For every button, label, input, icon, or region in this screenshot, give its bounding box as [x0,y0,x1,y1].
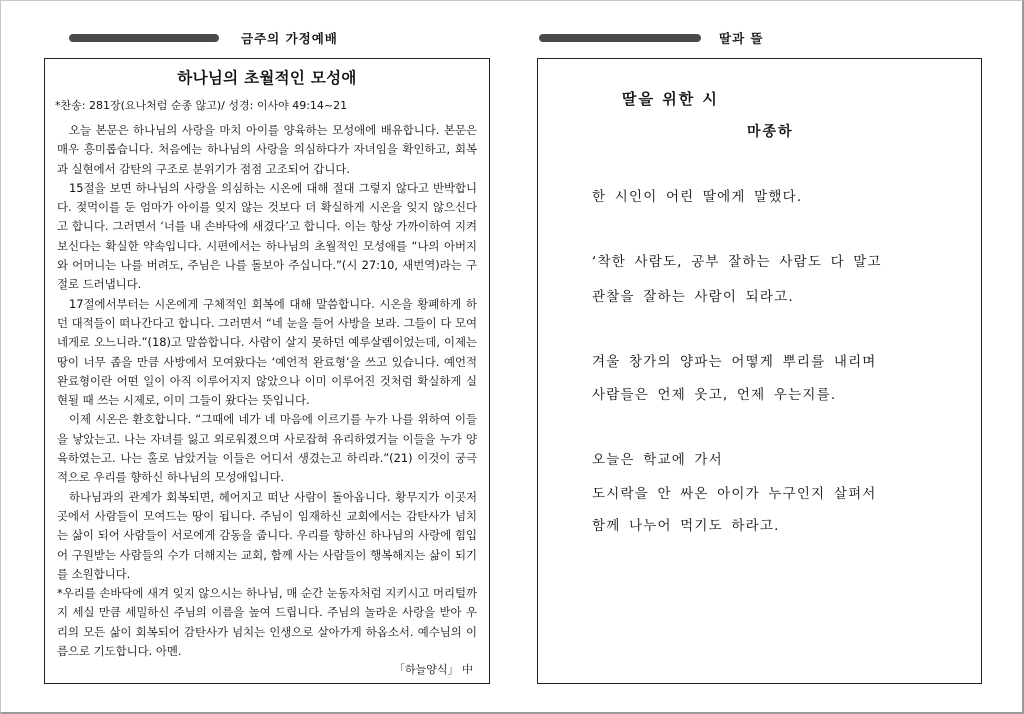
poem-line: ‘착한 사람도, 공부 잘하는 사람도 다 말고 [592,254,882,270]
paragraph: 이제 시온은 환호합니다. “그때에 네가 네 마음에 이르기를 누가 나를 위하여 이들을 낳았는고. 나는 자녀를 잃고 외로워졌으며 사로잡혀 유리하였거늘 이들을 누가 양육하였는고. 나는 홀로 남았거늘 이들은 어디서 생겼는고 하리라.”(21) 이것이 궁극적으로 우리를 향하신 하나님의 모성애입니다. [57,412,477,485]
paragraph: 오늘 본문은 하나님의 사랑을 마치 아이를 양육하는 모성애에 배유합니다. 본문은 매우 흥미롭습니다. 처음에는 하나님의 사랑을 의심하다가 자녀임을 확인하고, 회복과 실현에서 감탄의 구조로 분위기가 점점 고조되어 갑니다. [57,123,477,176]
poem-author: 마종하 [747,124,794,140]
devotional-page [44,58,490,684]
hymn-scripture-line: *찬송: 281장(요나처럼 순종 않고)/ 성경: 이사야 49:14~21 [55,99,348,112]
devotional-body [57,121,477,679]
poem-line: 사람들은 언제 웃고, 언제 우는지를. [592,387,837,403]
devotional-title: 하나님의 초월적인 모성애 [177,69,357,87]
poem-line: 관찰을 잘하는 사람이 되라고. [592,289,794,305]
right-header-bar [539,34,701,42]
poem-line: 한 시인이 어린 딸에게 말했다. [592,189,803,205]
poem-title: 딸을 위한 시 [622,90,719,108]
paragraph: 15절을 보면 하나님의 사랑을 의심하는 시온에 대해 절대 그렇지 않다고 반박합니다. 젖먹이를 둔 엄마가 아이를 잊지 않는 것보다 더 확실하게 시온을 잊지 않으신다고 합니다. 그러면서 ‘너를 내 손바닥에 새겼다’고 합니다. 이는 항상 가까이하여 지켜보신다는 확실한 약속입니다. 시편에서는 하나님의 초월적인 모성애를 “나의 아버지와 어머니는 나를 버려도, 주님은 나를 돌보아 주십니다.”(시 27:10, 새번역)라는 구절로 드러냅니다. [57,180,477,292]
poem-line: 도시락을 안 싸온 아이가 누구인지 살펴서 [592,486,877,502]
poem-line: 겨울 창가의 양파는 어떻게 뿌리를 내리며 [592,354,877,370]
source-citation: 「하늘양식」 中 [388,660,473,679]
poem-line: 오늘은 학교에 가서 [592,452,723,468]
poem-line: 함께 나누어 먹기도 하라고. [592,518,780,534]
prayer-paragraph: *우리를 손바닥에 새겨 잊지 않으시는 하나님, 매 순간 눈동자처럼 지키시고 머리털까지 세실 만큼 세밀하신 주님의 이름을 높여 드립니다. 주님의 놀라운 사랑을 받아 우리의 모든 삶이 회복되어 감탄사가 넘치는 인생으로 살아가게 하옵소서. 예수님의 이름으로 기도합니다. 아멘. [57,586,477,659]
left-header-bar [69,34,219,42]
poem-page [537,58,982,684]
paragraph: 17절에서부터는 시온에게 구체적인 회복에 대해 말씀합니다. 시온을 황폐하게 하던 대적들이 떠나간다고 합니다. 그러면서 “네 눈을 들어 사방을 보라. 그들이 다 모여 네게로 오느니라.”(18)고 말씀합니다. 사람이 살지 못하던 예루살렘이었는데, 이제는 땅이 너무 좁을 만큼 사방에서 모여왔다는 ‘예언적 완료형’을 쓰고 있습니다. 예언적 완료형이란 어떤 일이 아직 이루어지지 않았으나 이미 이루어진 것처럼 확실하게 실현될 때 쓰는 시제로, 이미 그들이 왔다는 뜻입니다. [57,296,477,408]
left-header-title: 금주의 가정예배 [241,31,338,46]
paragraph: 하나님과의 관계가 회복되면, 헤어지고 떠난 사람이 돌아옵니다. 황무지가 이곳저곳에서 사람들이 모여드는 땅이 됩니다. 주님이 임재하신 교회에서는 감탄사가 넘치는 삶이 되어 사람들이 서로에게 감동을 줍니다. 우리를 향하신 하나님의 사랑에 힘입어 구원받는 사람들의 수가 더해지는 교회, 함께 사는 사람들이 행복해지는 삶이 되기를 소원합니다. [57,489,477,581]
right-header-title: 딸과 뜰 [719,31,764,46]
